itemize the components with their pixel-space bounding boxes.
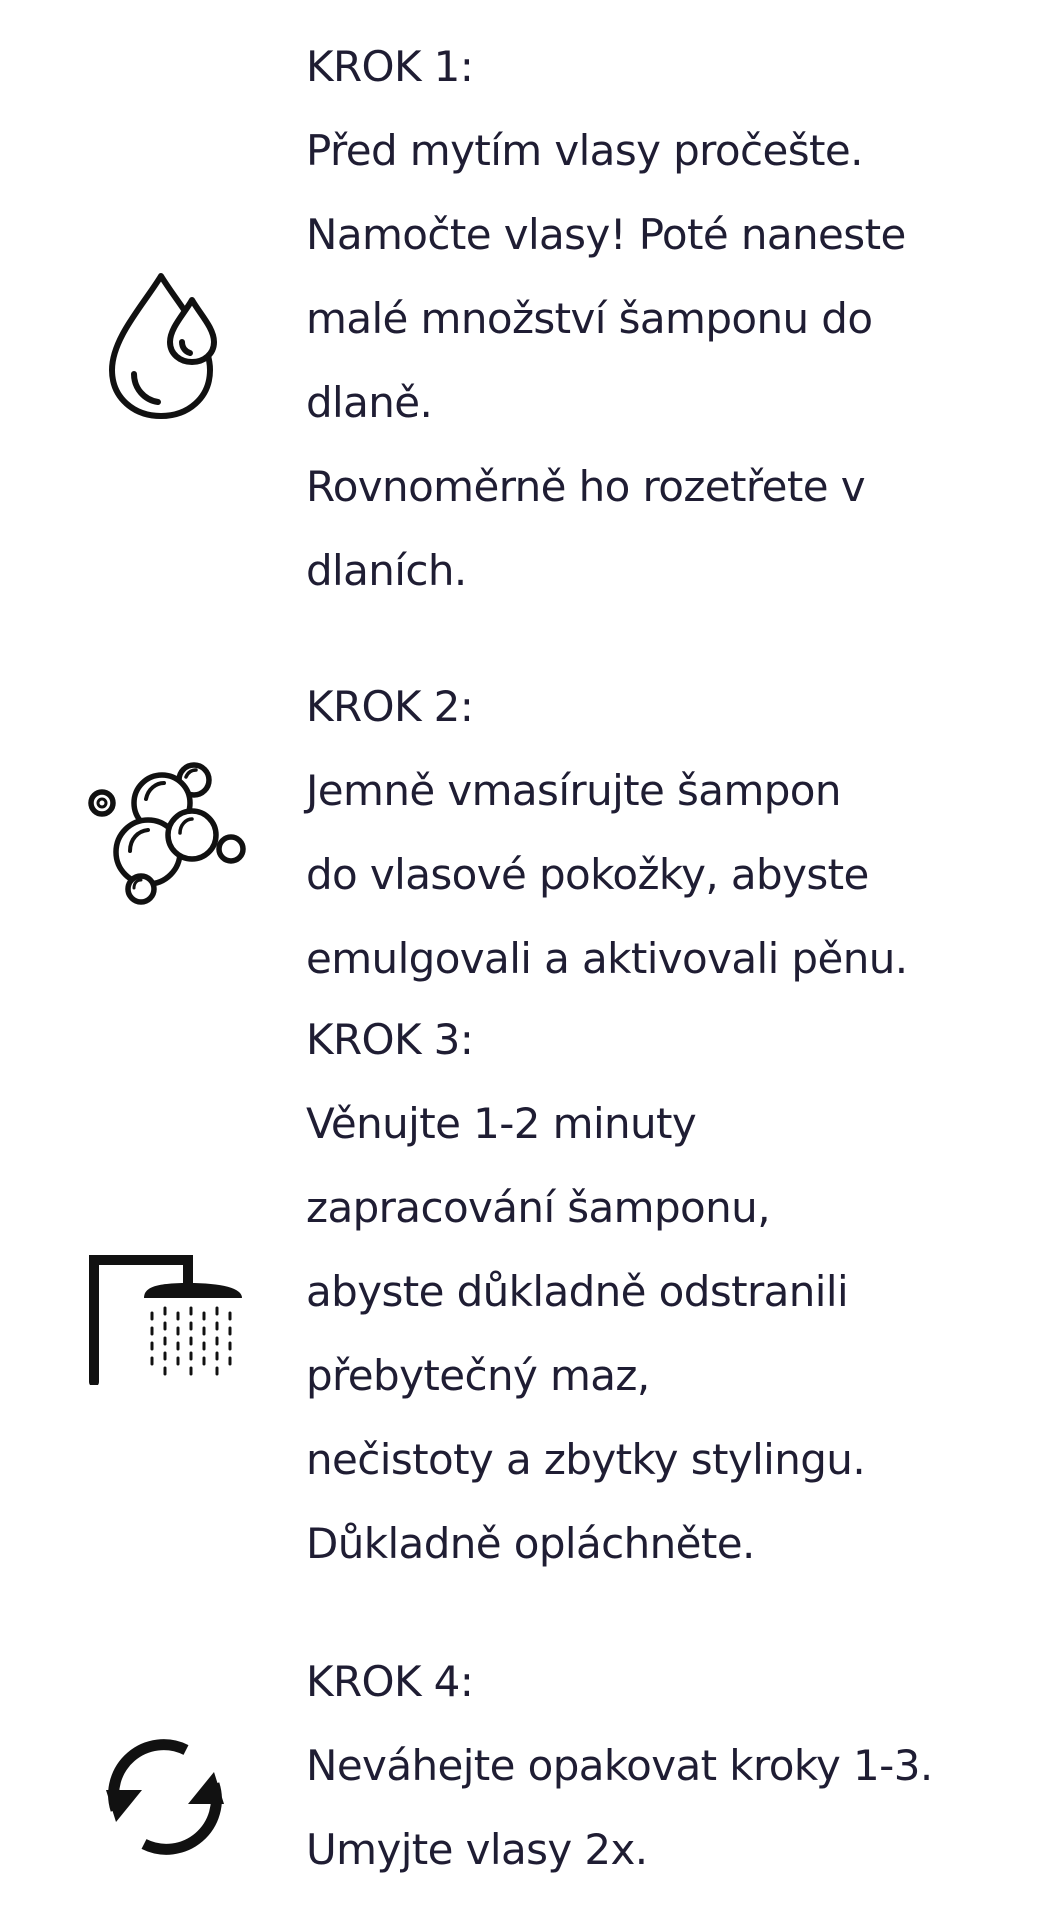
step-1-line: Namočte vlasy! Poté naneste [306,210,906,259]
step-2-text [306,665,1056,1001]
step-3-line: zapracování šamponu, [306,1183,770,1232]
step-3-line: přebytečný maz, [306,1351,650,1400]
step-2-line: Jemně vmasírujte šampon [306,766,841,815]
step-1-line: dlaně. [306,378,433,427]
step-3-line: nečistoty a zbytky stylingu. [306,1435,866,1484]
repeat-icon [100,1732,230,1862]
step-3-line: Důkladně opláchněte. [306,1519,755,1568]
step-4-heading: KROK 4: [306,1657,474,1706]
step-4-line: Neváhejte opakovat kroky 1-3. [306,1741,933,1790]
step-1-line: Rovnoměrně ho rozetřete v [306,462,866,511]
step-3-text [306,998,1056,1586]
step-3-line: Věnujte 1-2 minuty [306,1099,697,1148]
step-4-text [306,1640,1056,1892]
step-2-line: do vlasové pokožky, abyste [306,850,869,899]
shower-icon [88,1250,248,1385]
step-3-line: abyste důkladně odstranili [306,1267,849,1316]
step-1-line: malé množství šamponu do [306,294,873,343]
step-1-text [306,25,1056,613]
step-1-heading: KROK 1: [306,42,474,91]
soap-bubbles-icon [86,755,246,905]
step-1-line: Před mytím vlasy pročešte. [306,126,863,175]
water-drops-icon [104,270,226,420]
step-2-heading: KROK 2: [306,682,474,731]
step-3-heading: KROK 3: [306,1015,474,1064]
step-4-line: Umyjte vlasy 2x. [306,1825,648,1874]
step-1-line: dlaních. [306,546,467,595]
step-2-line: emulgovali a aktivovali pěnu. [306,934,908,983]
